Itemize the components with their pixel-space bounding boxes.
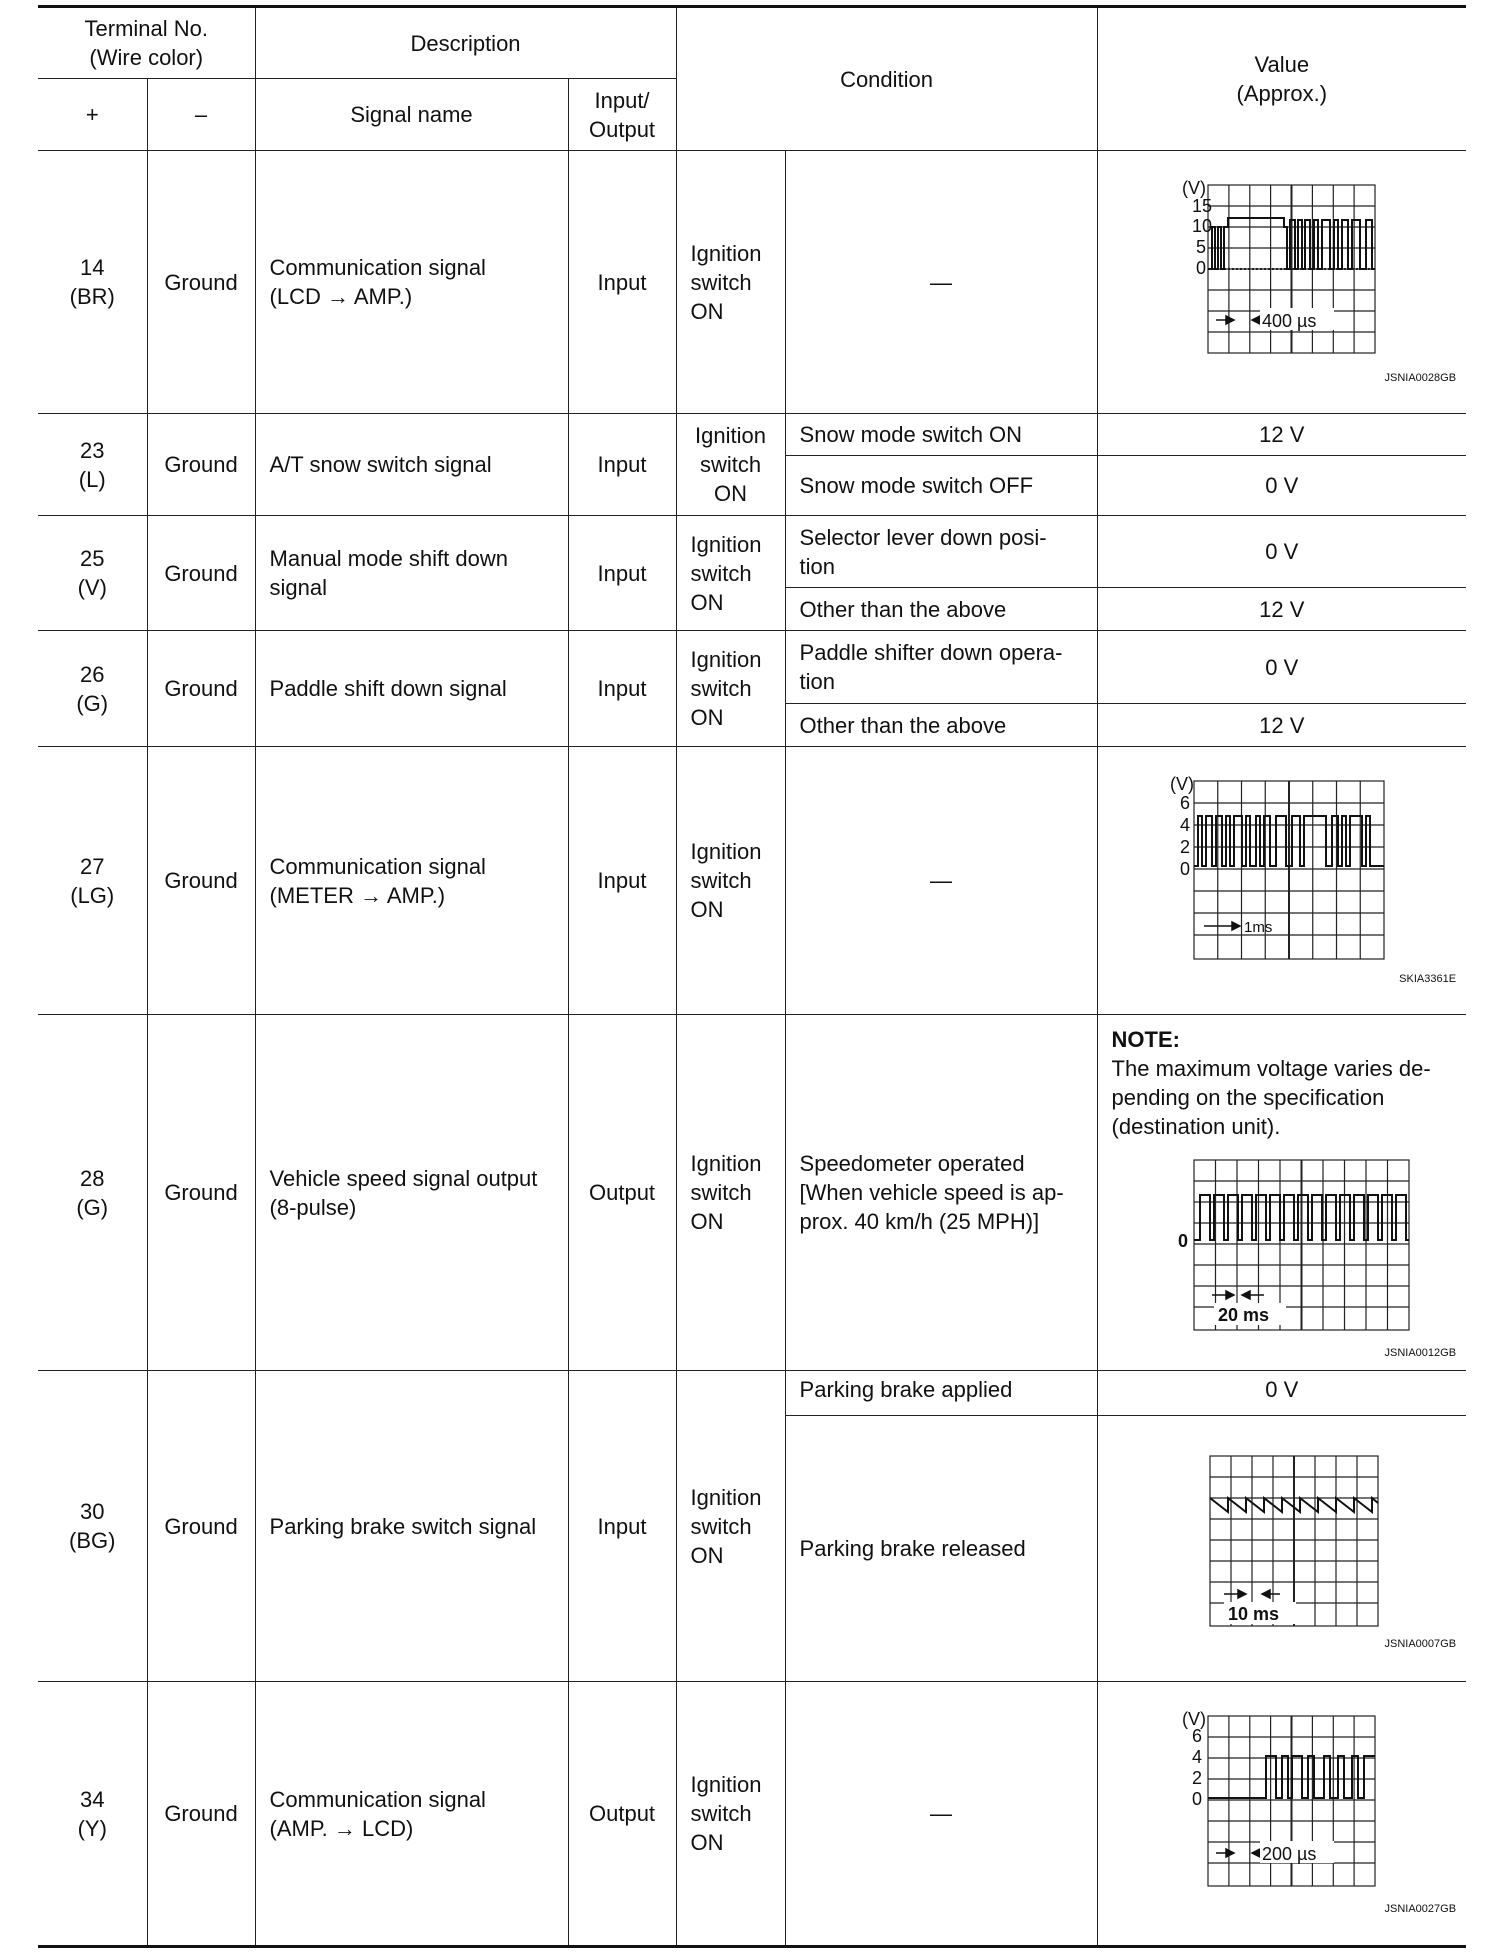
value-cell: 0 V [1097, 631, 1466, 704]
signal-name: A/T snow switch signal [255, 414, 568, 516]
signal-name: Paddle shift down signal [255, 631, 568, 747]
condition-cell: Other than the above [785, 588, 1097, 631]
table-row [38, 1682, 1466, 1947]
table-row [38, 516, 1466, 588]
waveform-chart [1162, 1446, 1402, 1631]
waveform-chart [1156, 1155, 1416, 1340]
value-cell: 12 V [1097, 414, 1466, 456]
description-header: Description [255, 7, 676, 79]
condition-cell: Speedometer operated [When vehicle speed is ap- prox. 40 km/h (25 MPH)] [785, 1015, 1097, 1371]
condition-cell: Paddle shifter down opera- tion [785, 631, 1097, 704]
value-cell: 0 V [1097, 456, 1466, 516]
value-cell [1097, 1416, 1466, 1682]
waveform-chart [1152, 776, 1412, 966]
condition-cell: Parking brake applied [785, 1371, 1097, 1416]
tick-label: 2 [1179, 836, 1190, 857]
condition-cell: Parking brake released [785, 1416, 1097, 1682]
io-cell: Input [568, 151, 676, 414]
note-heading: NOTE: [1111, 1027, 1180, 1052]
time-scale-label: 200 µs [1261, 1844, 1317, 1864]
time-scale-label: 1ms [1243, 918, 1273, 936]
terminal-number: 30 (BG) [38, 1371, 147, 1682]
ground-cell: Ground [147, 747, 255, 1015]
value-cell: 0 V [1097, 516, 1466, 588]
tick-label: 0 [1177, 1231, 1188, 1251]
tick-label: 6 [1191, 1726, 1202, 1746]
tick-label: 5 [1195, 236, 1206, 257]
io-header: Input/ Output [568, 79, 676, 151]
time-scale-label: 10 ms [1227, 1604, 1279, 1624]
signal-trace [1208, 1756, 1375, 1798]
ground-cell: Ground [147, 631, 255, 747]
tick-label: 4 [1179, 814, 1190, 835]
condition-cell: Snow mode switch OFF [785, 456, 1097, 516]
io-cell: Output [568, 1015, 676, 1371]
time-scale-arrow [1216, 316, 1260, 324]
ignition-cell: Ignition switch ON [676, 1682, 785, 1947]
time-scale-arrow [1216, 1849, 1260, 1857]
value-cell [1097, 747, 1466, 1015]
table-row [38, 747, 1466, 1015]
signal-name: Communication signal (AMP. → LCD) [255, 1682, 568, 1947]
signal-name: Manual mode shift down signal [255, 516, 568, 631]
condition-header: Condition [676, 7, 1097, 151]
terminal-number: 34 (Y) [38, 1682, 147, 1947]
ground-cell: Ground [147, 1682, 255, 1947]
value-cell [1097, 1682, 1466, 1947]
io-cell: Input [568, 747, 676, 1015]
io-cell: Input [568, 414, 676, 516]
condition-cell: — [785, 747, 1097, 1015]
grid [1210, 1456, 1378, 1626]
table-row [38, 631, 1466, 704]
ignition-cell: Ignition switch ON [676, 414, 785, 516]
figure-code: JSNIA0012GB [1384, 1347, 1457, 1359]
waveform-chart [1162, 1711, 1402, 1896]
io-cell: Output [568, 1682, 676, 1947]
ground-cell: Ground [147, 1015, 255, 1371]
ignition-cell: Ignition switch ON [676, 516, 785, 631]
tick-label: 10 [1191, 215, 1212, 236]
value-cell [1097, 151, 1466, 414]
value-cell [1097, 1015, 1466, 1371]
io-cell: Input [568, 516, 676, 631]
figure-code: SKIA3361E [1399, 972, 1457, 985]
figure-code: JSNIA0007GB [1384, 1638, 1457, 1650]
terminal-header: Terminal No. (Wire color) [38, 7, 255, 79]
terminal-number: 25 (V) [38, 516, 147, 631]
tick-label: 0 [1179, 858, 1190, 879]
ignition-cell: Ignition switch ON [676, 151, 785, 414]
terminal-number: 14 (BR) [38, 151, 147, 414]
figure-code: JSNIA0028GB [1384, 371, 1457, 384]
plus-header: + [38, 79, 147, 151]
signal-name: Vehicle speed signal output (8-pulse) [255, 1015, 568, 1371]
tick-label: 2 [1191, 1768, 1202, 1788]
condition-cell: Snow mode switch ON [785, 414, 1097, 456]
time-scale-label: 20 ms [1217, 1305, 1269, 1325]
io-cell: Input [568, 631, 676, 747]
tick-label: 0 [1195, 257, 1206, 278]
ground-cell: Ground [147, 516, 255, 631]
ignition-cell: Ignition switch ON [676, 1015, 785, 1371]
time-scale-label: 400 µs [1261, 310, 1317, 331]
value-cell: 12 V [1097, 588, 1466, 631]
table-row [38, 151, 1466, 414]
value-header: Value (Approx.) [1097, 7, 1466, 151]
ignition-cell: Ignition switch ON [676, 631, 785, 747]
condition-cell: Other than the above [785, 704, 1097, 747]
figure-code: JSNIA0027GB [1384, 1903, 1457, 1915]
table-row [38, 1371, 1466, 1416]
terminal-number: 26 (G) [38, 631, 147, 747]
tick-label: 6 [1179, 792, 1190, 813]
unit-label: (V) [1181, 1711, 1206, 1729]
value-cell: 12 V [1097, 704, 1466, 747]
signal-name: Communication signal (LCD → AMP.) [255, 151, 568, 414]
grid [1194, 781, 1384, 959]
unit-label: (V) [1169, 775, 1194, 794]
signal-name-header: Signal name [255, 79, 568, 151]
terminal-number: 23 (L) [38, 414, 147, 516]
note-text: The maximum voltage varies de- pending on the specification (destination unit). [1111, 1056, 1431, 1139]
condition-cell: Selector lever down posi- tion [785, 516, 1097, 588]
time-scale-arrow [1212, 1291, 1264, 1299]
unit-label: (V) [1181, 179, 1206, 198]
io-cell: Input [568, 1371, 676, 1682]
table-row [38, 414, 1466, 456]
tick-label: 0 [1191, 1789, 1202, 1809]
condition-cell: — [785, 151, 1097, 414]
value-cell: 0 V [1097, 1371, 1466, 1416]
time-scale-arrow [1204, 922, 1240, 930]
condition-cell: — [785, 1682, 1097, 1947]
signal-name: Communication signal (METER → AMP.) [255, 747, 568, 1015]
terminal-spec-table [38, 5, 1466, 1948]
ground-cell: Ground [147, 414, 255, 516]
terminal-number: 27 (LG) [38, 747, 147, 1015]
ground-cell: Ground [147, 1371, 255, 1682]
waveform-chart [1162, 180, 1402, 365]
ignition-cell: Ignition switch ON [676, 747, 785, 1015]
table-row [38, 1015, 1466, 1371]
minus-header: – [147, 79, 255, 151]
terminal-number: 28 (G) [38, 1015, 147, 1371]
tick-label: 15 [1191, 195, 1212, 216]
ignition-cell: Ignition switch ON [676, 1371, 785, 1682]
tick-label: 4 [1191, 1747, 1202, 1767]
ground-cell: Ground [147, 151, 255, 414]
signal-name: Parking brake switch signal [255, 1371, 568, 1682]
